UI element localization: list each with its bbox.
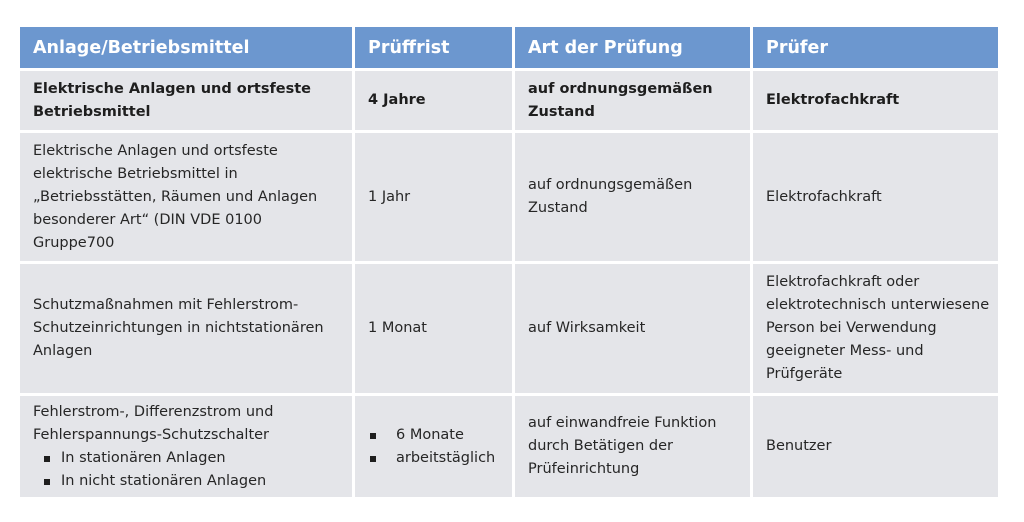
cell-art: auf ordnungsgemäßen Zustand [515,71,753,133]
cell-pruffrist: 1 Monat [355,264,515,396]
anlage-bullet-list [33,447,344,493]
header-art-der-pruefung: Art der Prüfung [515,27,753,71]
header-pruefer: Prüfer [753,27,998,71]
table-row [20,71,998,133]
cell-pruefer: Benutzer [753,396,998,497]
cell-anlage-text: Fehlerstrom-, Differenzstrom und Fehlerspannungs-Schutzschalter [33,403,274,443]
bullet-item: arbeitstäglich [368,447,504,470]
cell-pruffrist: 4 Jahre [355,71,515,133]
cell-pruffrist: 1 Jahr [355,133,515,264]
table-row [20,264,998,396]
bullet-item: In nicht stationären Anlagen [33,470,344,493]
header-pruffrist: Prüffrist [355,27,515,71]
cell-anlage: Elektrische Anlagen und ortsfeste Betriebsmittel [20,71,355,133]
cell-pruefer: Elektrofachkraft [753,133,998,264]
table-row [20,133,998,264]
cell-pruffrist [355,396,515,497]
bullet-item: In stationären Anlagen [33,447,344,470]
cell-anlage: Elektrische Anlagen und ortsfeste elektrische Betriebsmittel in „Betriebsstätten, Räumen und Anlagen besonderer Art“ (DIN VDE 0100 Gruppe700 [20,133,355,264]
header-row [20,27,998,71]
header-anlage: Anlage/Betriebsmittel [20,27,355,71]
cell-pruefer: Elektrofachkraft oder elektrotechnisch unterwiesene Person bei Verwendung geeigneter Mess- und Prüfgeräte [753,264,998,396]
cell-anlage [20,396,355,497]
table-row [20,396,998,497]
cell-pruefer: Elektrofachkraft [753,71,998,133]
cell-art: auf einwandfreie Funktion durch Betätigen der Prüfeinrichtung [515,396,753,497]
bullet-item: 6 Monate [368,424,504,447]
frist-bullet-list [368,424,504,470]
cell-art: auf Wirksamkeit [515,264,753,396]
inspection-table [20,27,998,497]
cell-anlage: Schutzmaßnahmen mit Fehlerstrom-Schutzeinrichtungen in nichtstationären Anlagen [20,264,355,396]
cell-art: auf ordnungsgemäßen Zustand [515,133,753,264]
